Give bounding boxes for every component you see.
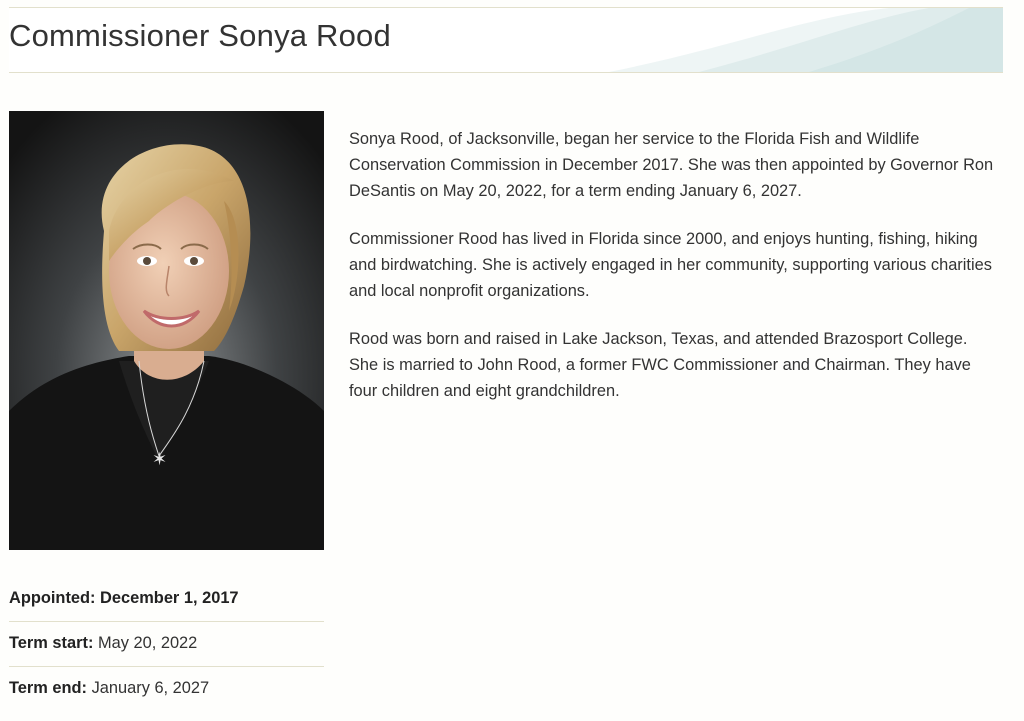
- portrait-image: [9, 111, 324, 550]
- term-end-row: [9, 667, 324, 711]
- page-title: Commissioner Sonya Rood: [9, 18, 391, 53]
- term-start-label: Term start:: [9, 634, 98, 652]
- appointed-label: Appointed:: [9, 589, 101, 607]
- bio-paragraph: Rood was born and raised in Lake Jackson, Texas, and attended Brazosport College. She is married to John Rood, a former FWC Commissioner and Chairman. They have four children and eight grandchildren.: [349, 330, 971, 400]
- appointed-row: [9, 577, 324, 622]
- bio-paragraph: Commissioner Rood has lived in Florida since 2000, and enjoys hunting, fishing, hiking and birdwatching. She is actively engaged in her community, supporting various charities and local nonprofit organizations.: [349, 230, 992, 300]
- bio-section: [349, 126, 999, 426]
- svg-text:✶: ✶: [152, 449, 168, 470]
- bio-paragraph: Sonya Rood, of Jacksonville, began her service to the Florida Fish and Wildlife Conservation Commission in December 2017. She was then appointed by Governor Ron DeSantis on May 20, 2022, for a term ending January 6, 2027.: [349, 130, 994, 200]
- page-header: [9, 7, 1003, 73]
- commissioner-photo: [9, 111, 324, 550]
- term-end-label: Term end:: [9, 679, 92, 697]
- term-facts: [9, 577, 324, 711]
- appointed-value: December 1, 2017: [100, 589, 239, 607]
- term-start-value: May 20, 2022: [97, 634, 198, 652]
- term-end-value: January 6, 2027: [91, 679, 210, 697]
- term-start-row: [9, 622, 324, 667]
